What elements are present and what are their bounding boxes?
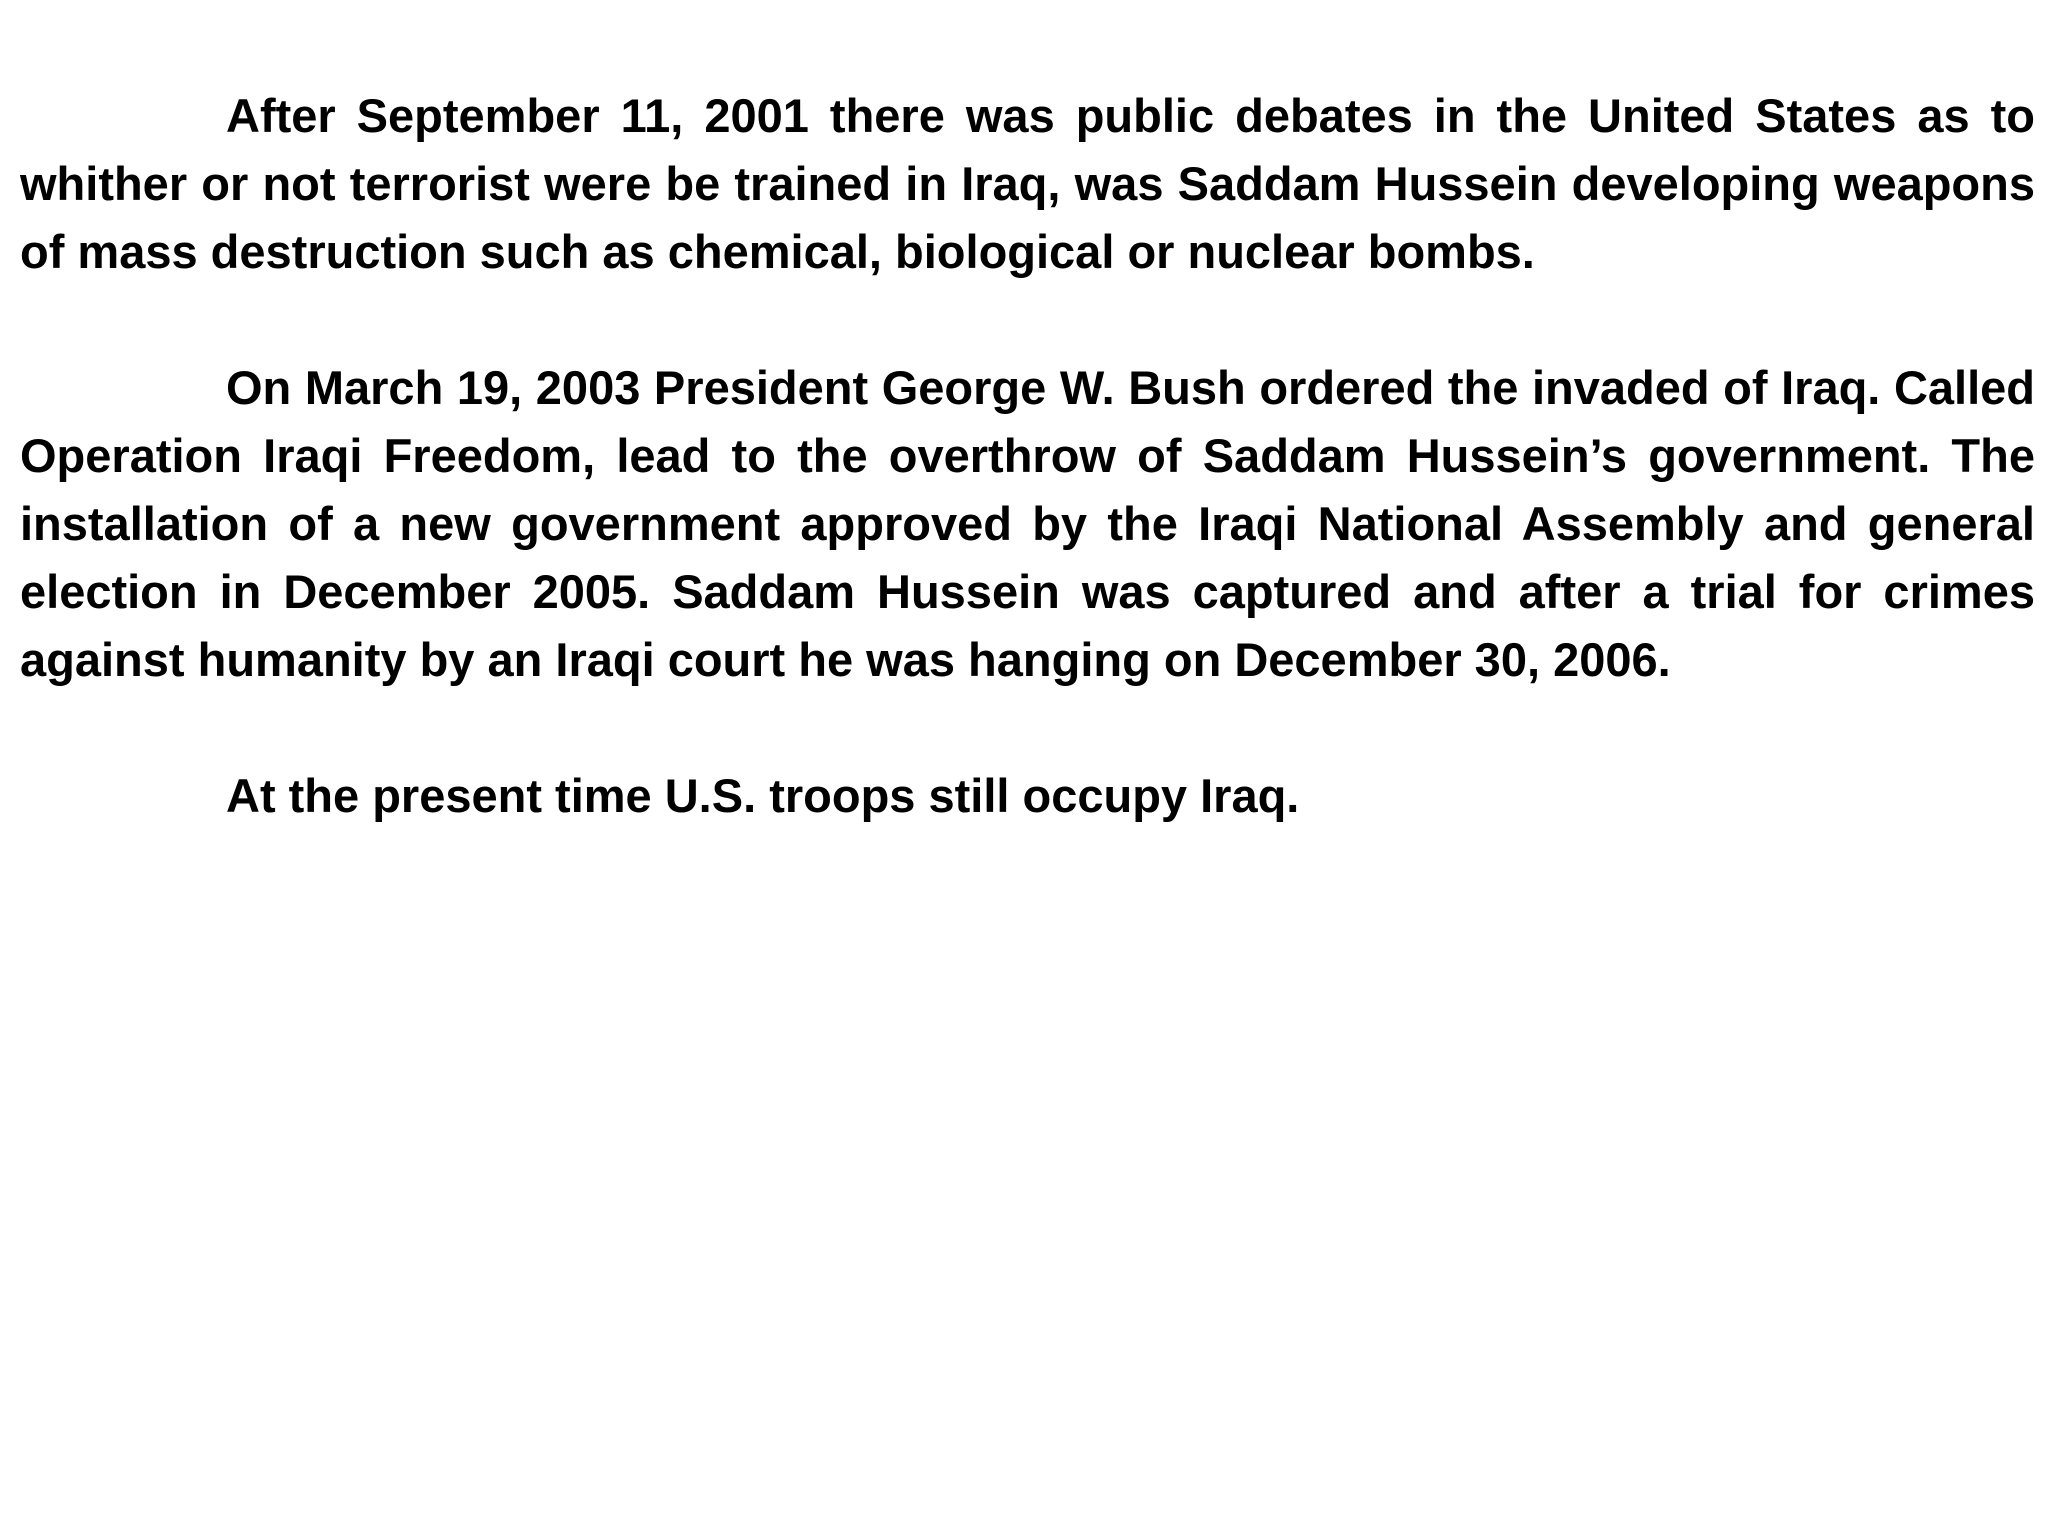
document-body [20, 82, 2035, 898]
paragraph-1: After September 11, 2001 there was public debates in the United States as to whither or not terrorist were be trained in Iraq, was Saddam Hussein developing weapons of mass destruction such as chemical, biological or nuclear bombs. [20, 89, 2035, 278]
paragraph-2: On March 19, 2003 President George W. Bush ordered the invaded of Iraq. Called Operation Iraqi Freedom, lead to the overthrow of Saddam Hussein’s government. The installation of a new government approved by the Iraqi National Assembly and general election in December 2005. Saddam Hussein was captured and after a trial for crimes against humanity by an Iraqi court he was hanging on December 30, 2006. [20, 361, 2035, 686]
paragraph-3: At the present time U.S. troops still occupy Iraq. [226, 769, 1300, 822]
